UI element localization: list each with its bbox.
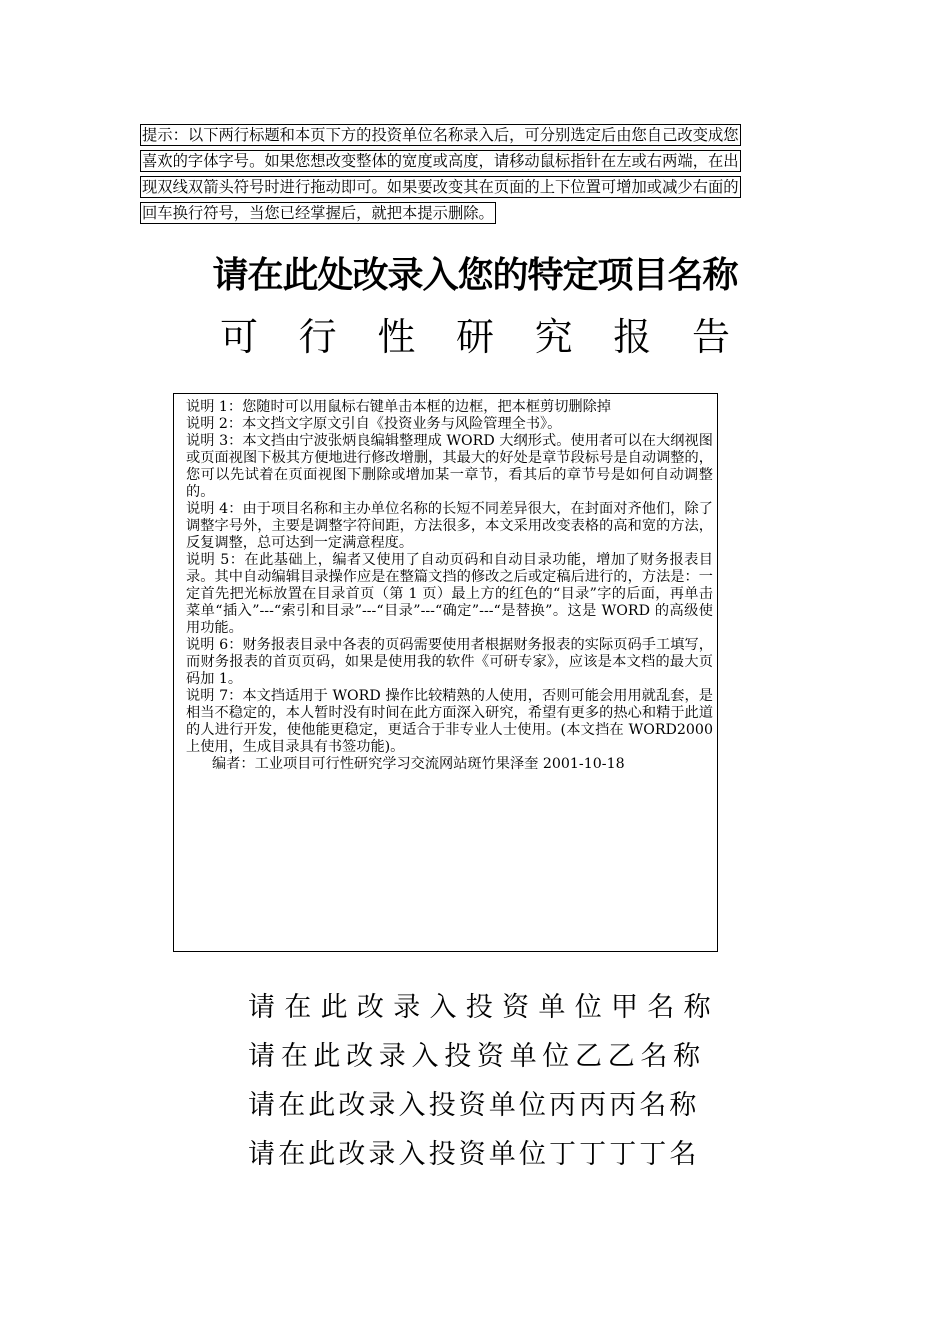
tip-line: 喜欢的字体字号。如果您想改变整体的宽度或高度，请移动鼠标指针在左或右两端，在出: [142, 152, 739, 170]
subtitle-char: 报: [613, 315, 652, 359]
investor-name-a[interactable]: 请在此改录入投资单位甲名称: [248, 992, 720, 1023]
project-title[interactable]: 请在此处改录入您的特定项目名称: [212, 254, 738, 296]
subtitle-char: 告: [691, 315, 730, 359]
tip-line: 提示：以下两行标题和本页下方的投资单位名称录入后，可分别选定后由您自己改变成您: [142, 126, 739, 144]
note-item: 说明 6：财务报表目录中各表的页码需要使用者根据财务报表的实际页码手工填写，而财务报表的首页页码，如果是使用我的软件《可研专家》，应该是本文档的最大页码加 1。: [186, 637, 713, 687]
tip-box[interactable]: [140, 124, 812, 228]
subtitle-char: 可: [220, 315, 259, 359]
tip-line: 现双线双箭头符号时进行拖动即可。如果要改变其在页面的上下位置可增加或减少右面的: [142, 178, 739, 196]
note-author: 编者：工业项目可行性研究学习交流网站斑竹果泽奎 2001-10-18: [212, 756, 625, 772]
subtitle-char: 性: [377, 315, 416, 359]
investor-name-b[interactable]: 请在此改录入投资单位乙乙名称: [248, 1041, 706, 1072]
subtitle-char: 行: [298, 315, 337, 359]
subtitle-char: 研: [455, 315, 494, 359]
note-item: 说明 1：您随时可以用鼠标右键单击本框的边框，把本框剪切删除掉: [186, 399, 611, 415]
subtitle-char: 究: [534, 315, 573, 359]
instructions-frame[interactable]: [173, 393, 718, 952]
investor-name-d[interactable]: 请在此改录入投资单位丁丁丁丁名: [248, 1139, 700, 1170]
tip-line: 回车换行符号，当您已经掌握后，就把本提示删除。: [142, 204, 494, 222]
note-item: 说明 3：本文挡由宁波张炳良编辑整理成 WORD 大纲形式。使用者可以在大纲视图或页面视图下极其方便地进行修改增删，其最大的好处是章节段标号是自动调整的，您可以先试着在页面视图下删除或增加某一章节，看其后的章节号是如何自动调整的。: [186, 433, 713, 500]
report-subtitle[interactable]: [220, 312, 730, 362]
note-item: 说明 4：由于项目名称和主办单位名称的长短不同差异很大，在封面对齐他们，除了调整字号外，主要是调整字符间距，方法很多，本文采用改变表格的高和宽的方法，反复调整，总可达到一定满意程度。: [186, 501, 713, 551]
note-item: 说明 2：本文挡文字原文引自《投资业务与风险管理全书》。: [186, 416, 562, 432]
note-item: 说明 7：本文挡适用于 WORD 操作比较精熟的人使用，否则可能会用用就乱套，是相当不稳定的，本人暂时没有时间在此方面深入研究，希望有更多的热心和精于此道的人进行开发，使他能更稳定，更适合于非专业人士使用。(本文挡在 WORD2000 上使用，生成目录具有书签功能)。: [186, 688, 713, 755]
note-item: 说明 5：在此基础上，编者又使用了自动页码和自动目录功能，增加了财务报表目录。其中自动编辑目录操作应是在整篇文挡的修改之后或定稿后进行的，方法是：一定首先把光标放置在目录首页（第 1 页）最上方的红色的“目录”字的后面，再单击菜单“插入”---“索引和目录”---“目录”---“确定”---“是替换”。这是 WORD 的高级使用功能。: [186, 552, 713, 636]
investor-name-c[interactable]: 请在此改录入投资单位丙丙丙名称: [248, 1090, 700, 1121]
